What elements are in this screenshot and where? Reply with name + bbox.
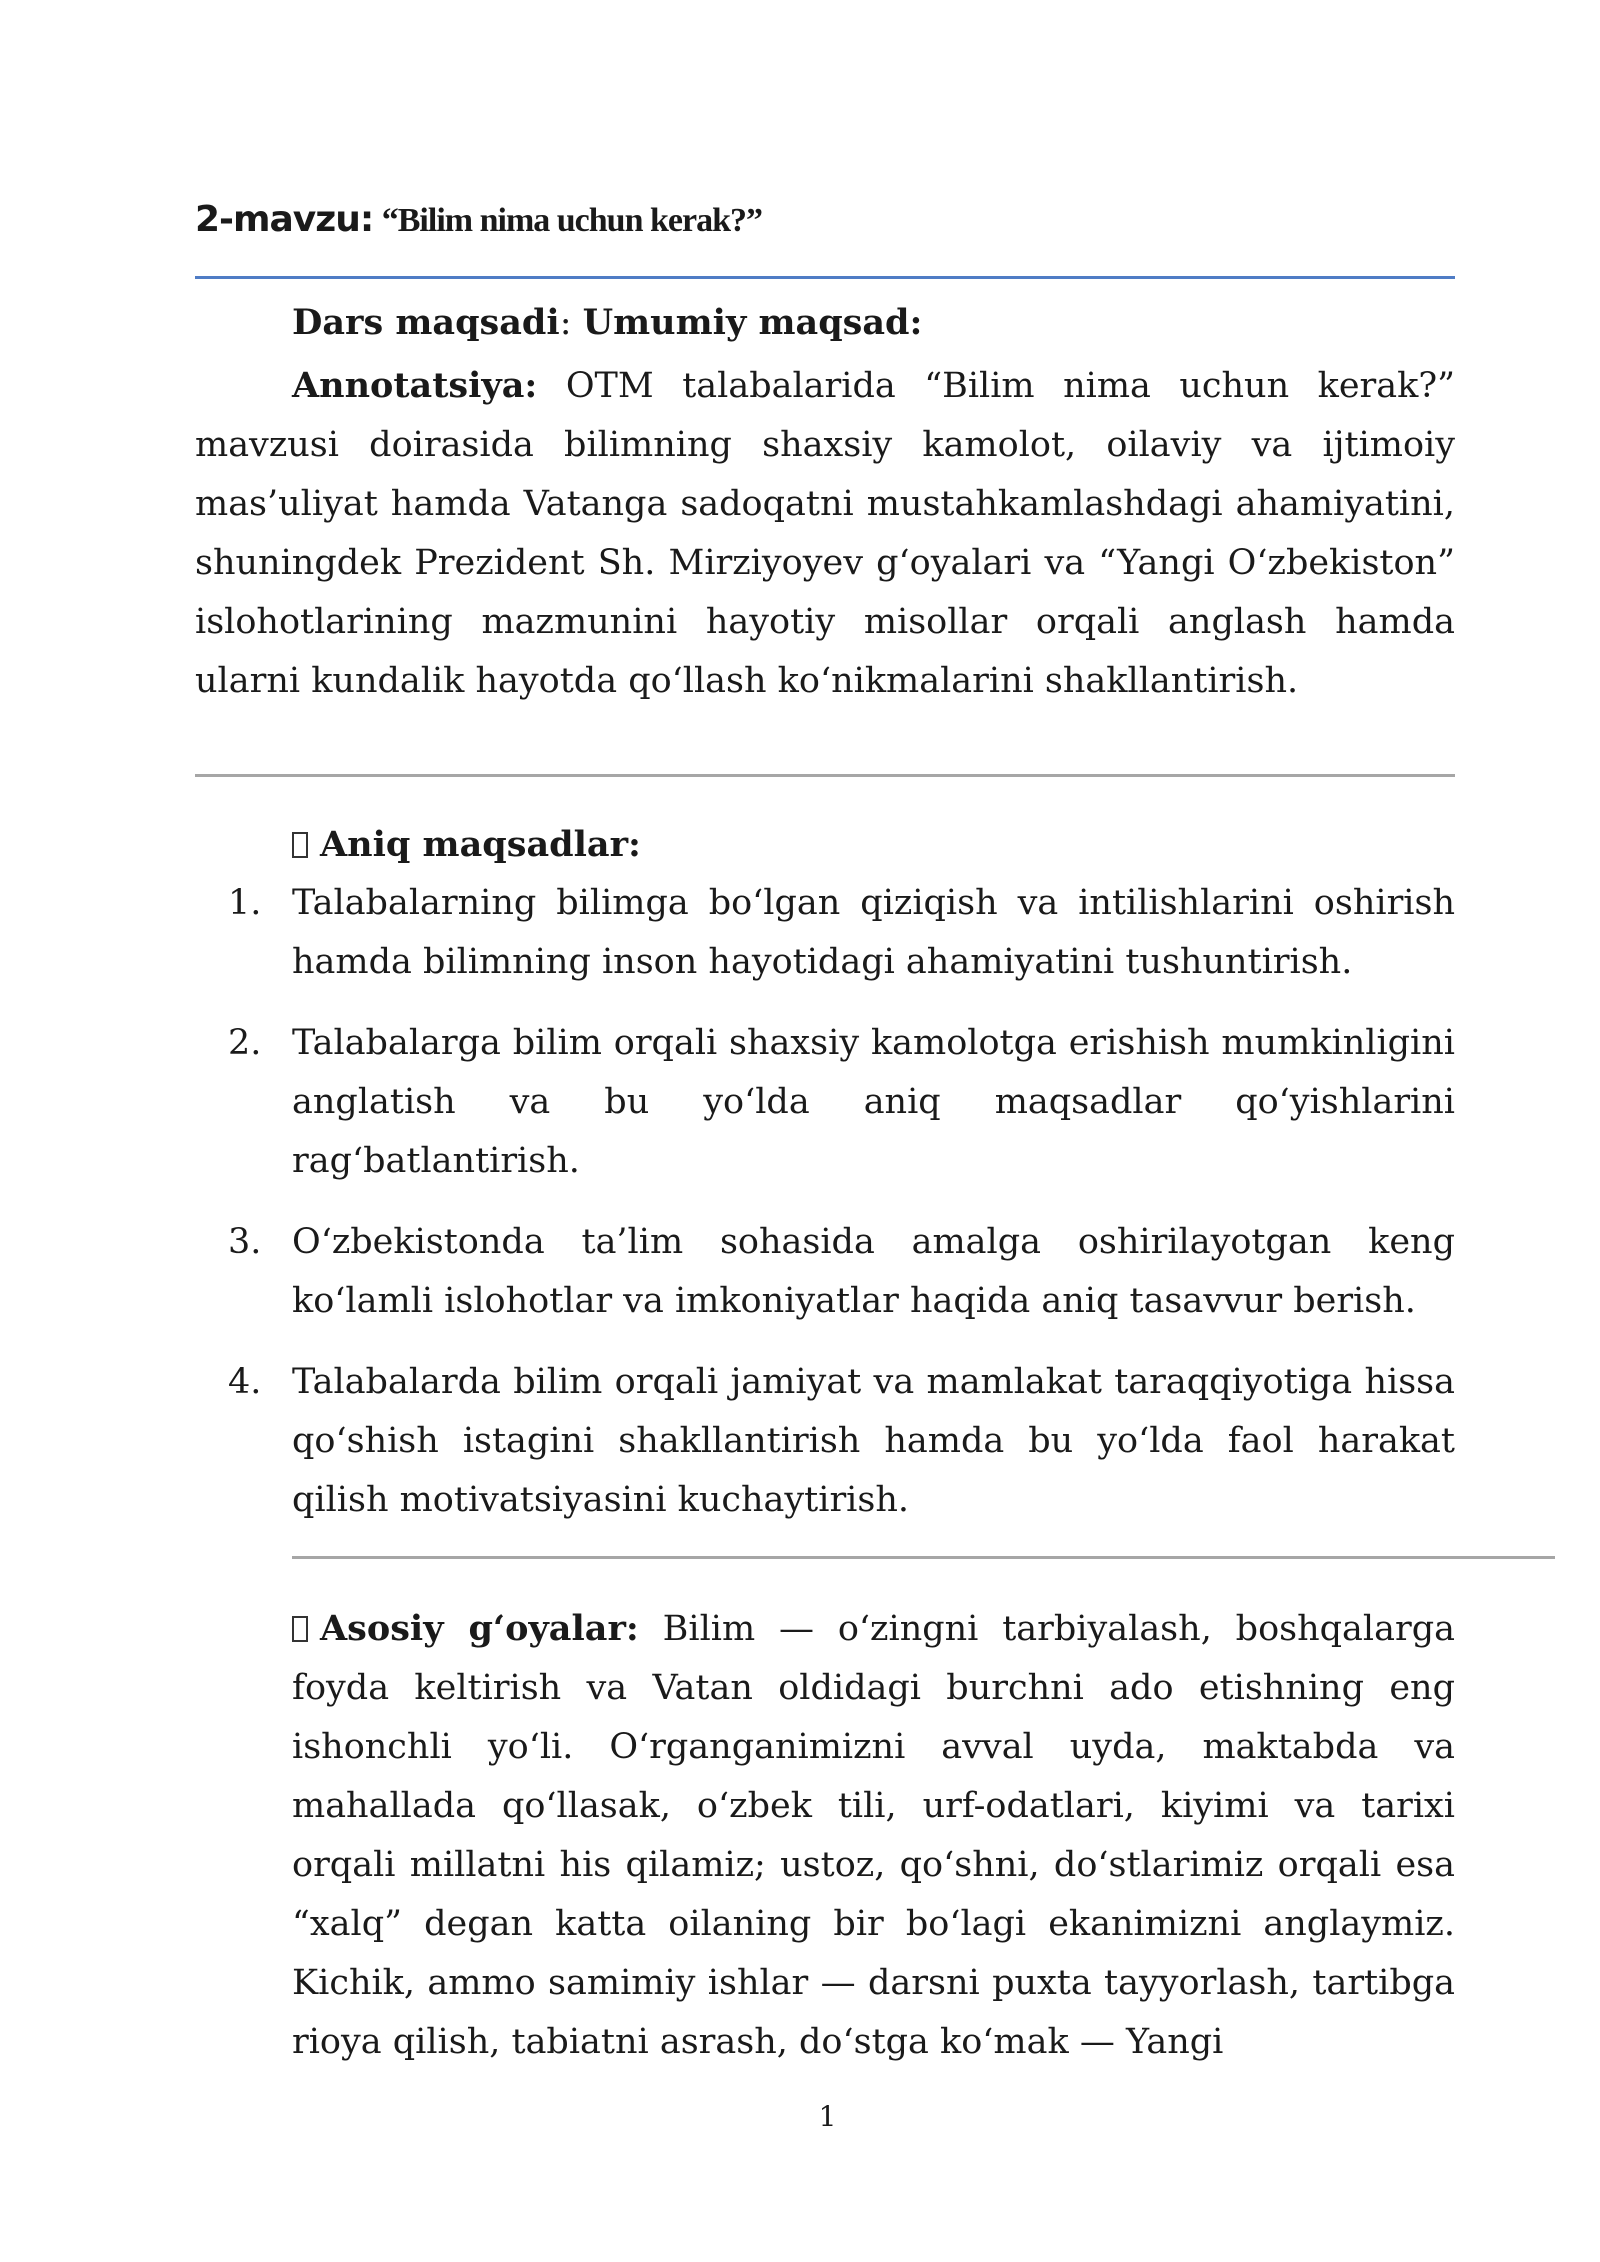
lesson-goal	[292, 293, 1455, 353]
heading-divider	[195, 276, 1455, 279]
annotation-text: OTM talabalarida “Bilim nima uchun kerak?” mavzusi doirasida bilimning shaxsiy kamolot, oilaviy va ijtimoiy mas’uliyat hamda Vatanga sadoqatni mustahkamlashdagi ahamiyatini, shuningdek Prezident Sh. Mirziyoyev g‘oyalari va “Yangi O‘zbekiston” islohotlarining mazmunini hayotiy misollar orqali anglash hamda ularni kundalik hayotda qo‘llash ko‘nikmalarini shakllantirish.	[195, 366, 1455, 701]
list-item-text: Talabalarning bilimga bo‘lgan qiziqish va intilishlarini oshirish hamda bilimning inson hayotidagi ahamiyatini tushuntirish.	[292, 883, 1455, 982]
goal-label: Dars maqsadi	[292, 302, 560, 343]
main-ideas-text: Bilim — o‘zingni tarbiyalash, boshqalarga foyda keltirish va Vatan oldidagi burchni ado etishning eng ishonchli yo‘li. O‘rganganimizni avval uyda, maktabda va mahallada qo‘llasak, o‘zbek tili, urf-odatlari, kiyimi va tarixi orqali millatni his qilamiz; ustoz, qo‘shni, do‘stlarimiz orqali esa “xalq” degan katta oilaning bir bo‘lagi ekanimizni anglaymiz. Kichik, ammo samimiy ishlar — darsni puxta tayyorlash, tartibga rioya qilish, tabiatni asrash, do‘stga ko‘mak — Yangi	[292, 1609, 1455, 2062]
list-item-text: O‘zbekistonda ta’lim sohasida amalga oshirilayotgan keng ko‘lamli islohotlar va imkoniyatlar haqida aniq tasavvur berish.	[292, 1222, 1455, 1321]
missing-glyph-box-icon	[292, 832, 308, 858]
annotation-label: Annotatsiya:	[292, 365, 538, 406]
topic-label: 2-mavzu:	[195, 199, 374, 240]
missing-glyph-box-icon	[292, 1616, 308, 1642]
list-item-number: 1.	[228, 883, 262, 923]
page-number: 1	[818, 2100, 837, 2133]
aims-list	[228, 874, 1455, 1552]
goal-separator: :	[559, 303, 583, 343]
aims-heading-text: Aniq maqsadlar:	[320, 824, 641, 865]
list-item	[228, 874, 1455, 992]
topic-title	[195, 198, 762, 240]
list-item	[228, 1014, 1455, 1191]
list-item	[228, 1353, 1455, 1530]
list-item-number: 2.	[228, 1023, 262, 1063]
aims-heading	[292, 815, 641, 875]
main-ideas-paragraph	[292, 1599, 1455, 2072]
list-item-text: Talabalarda bilim orqali jamiyat va mamlakat taraqqiyotiga hissa qo‘shish istagini shakllantirish hamda bu yo‘lda faol harakat qilish motivatsiyasini kuchaytirish.	[292, 1362, 1455, 1520]
section-divider	[195, 774, 1455, 777]
topic-text: “Bilim nima uchun kerak?”	[381, 202, 762, 239]
list-item	[228, 1213, 1455, 1331]
list-item-number: 4.	[228, 1362, 262, 1402]
goal-value: Umumiy maqsad:	[582, 302, 923, 343]
list-item-number: 3.	[228, 1222, 262, 1262]
section-divider	[292, 1556, 1555, 1559]
annotation-paragraph	[195, 356, 1455, 711]
main-ideas-label: Asosiy g‘oyalar:	[320, 1608, 639, 1649]
list-item-text: Talabalarga bilim orqali shaxsiy kamolotga erishish mumkinligini anglatish va bu yo‘lda aniq maqsadlar qo‘yishlarini rag‘batlantirish.	[292, 1023, 1455, 1181]
